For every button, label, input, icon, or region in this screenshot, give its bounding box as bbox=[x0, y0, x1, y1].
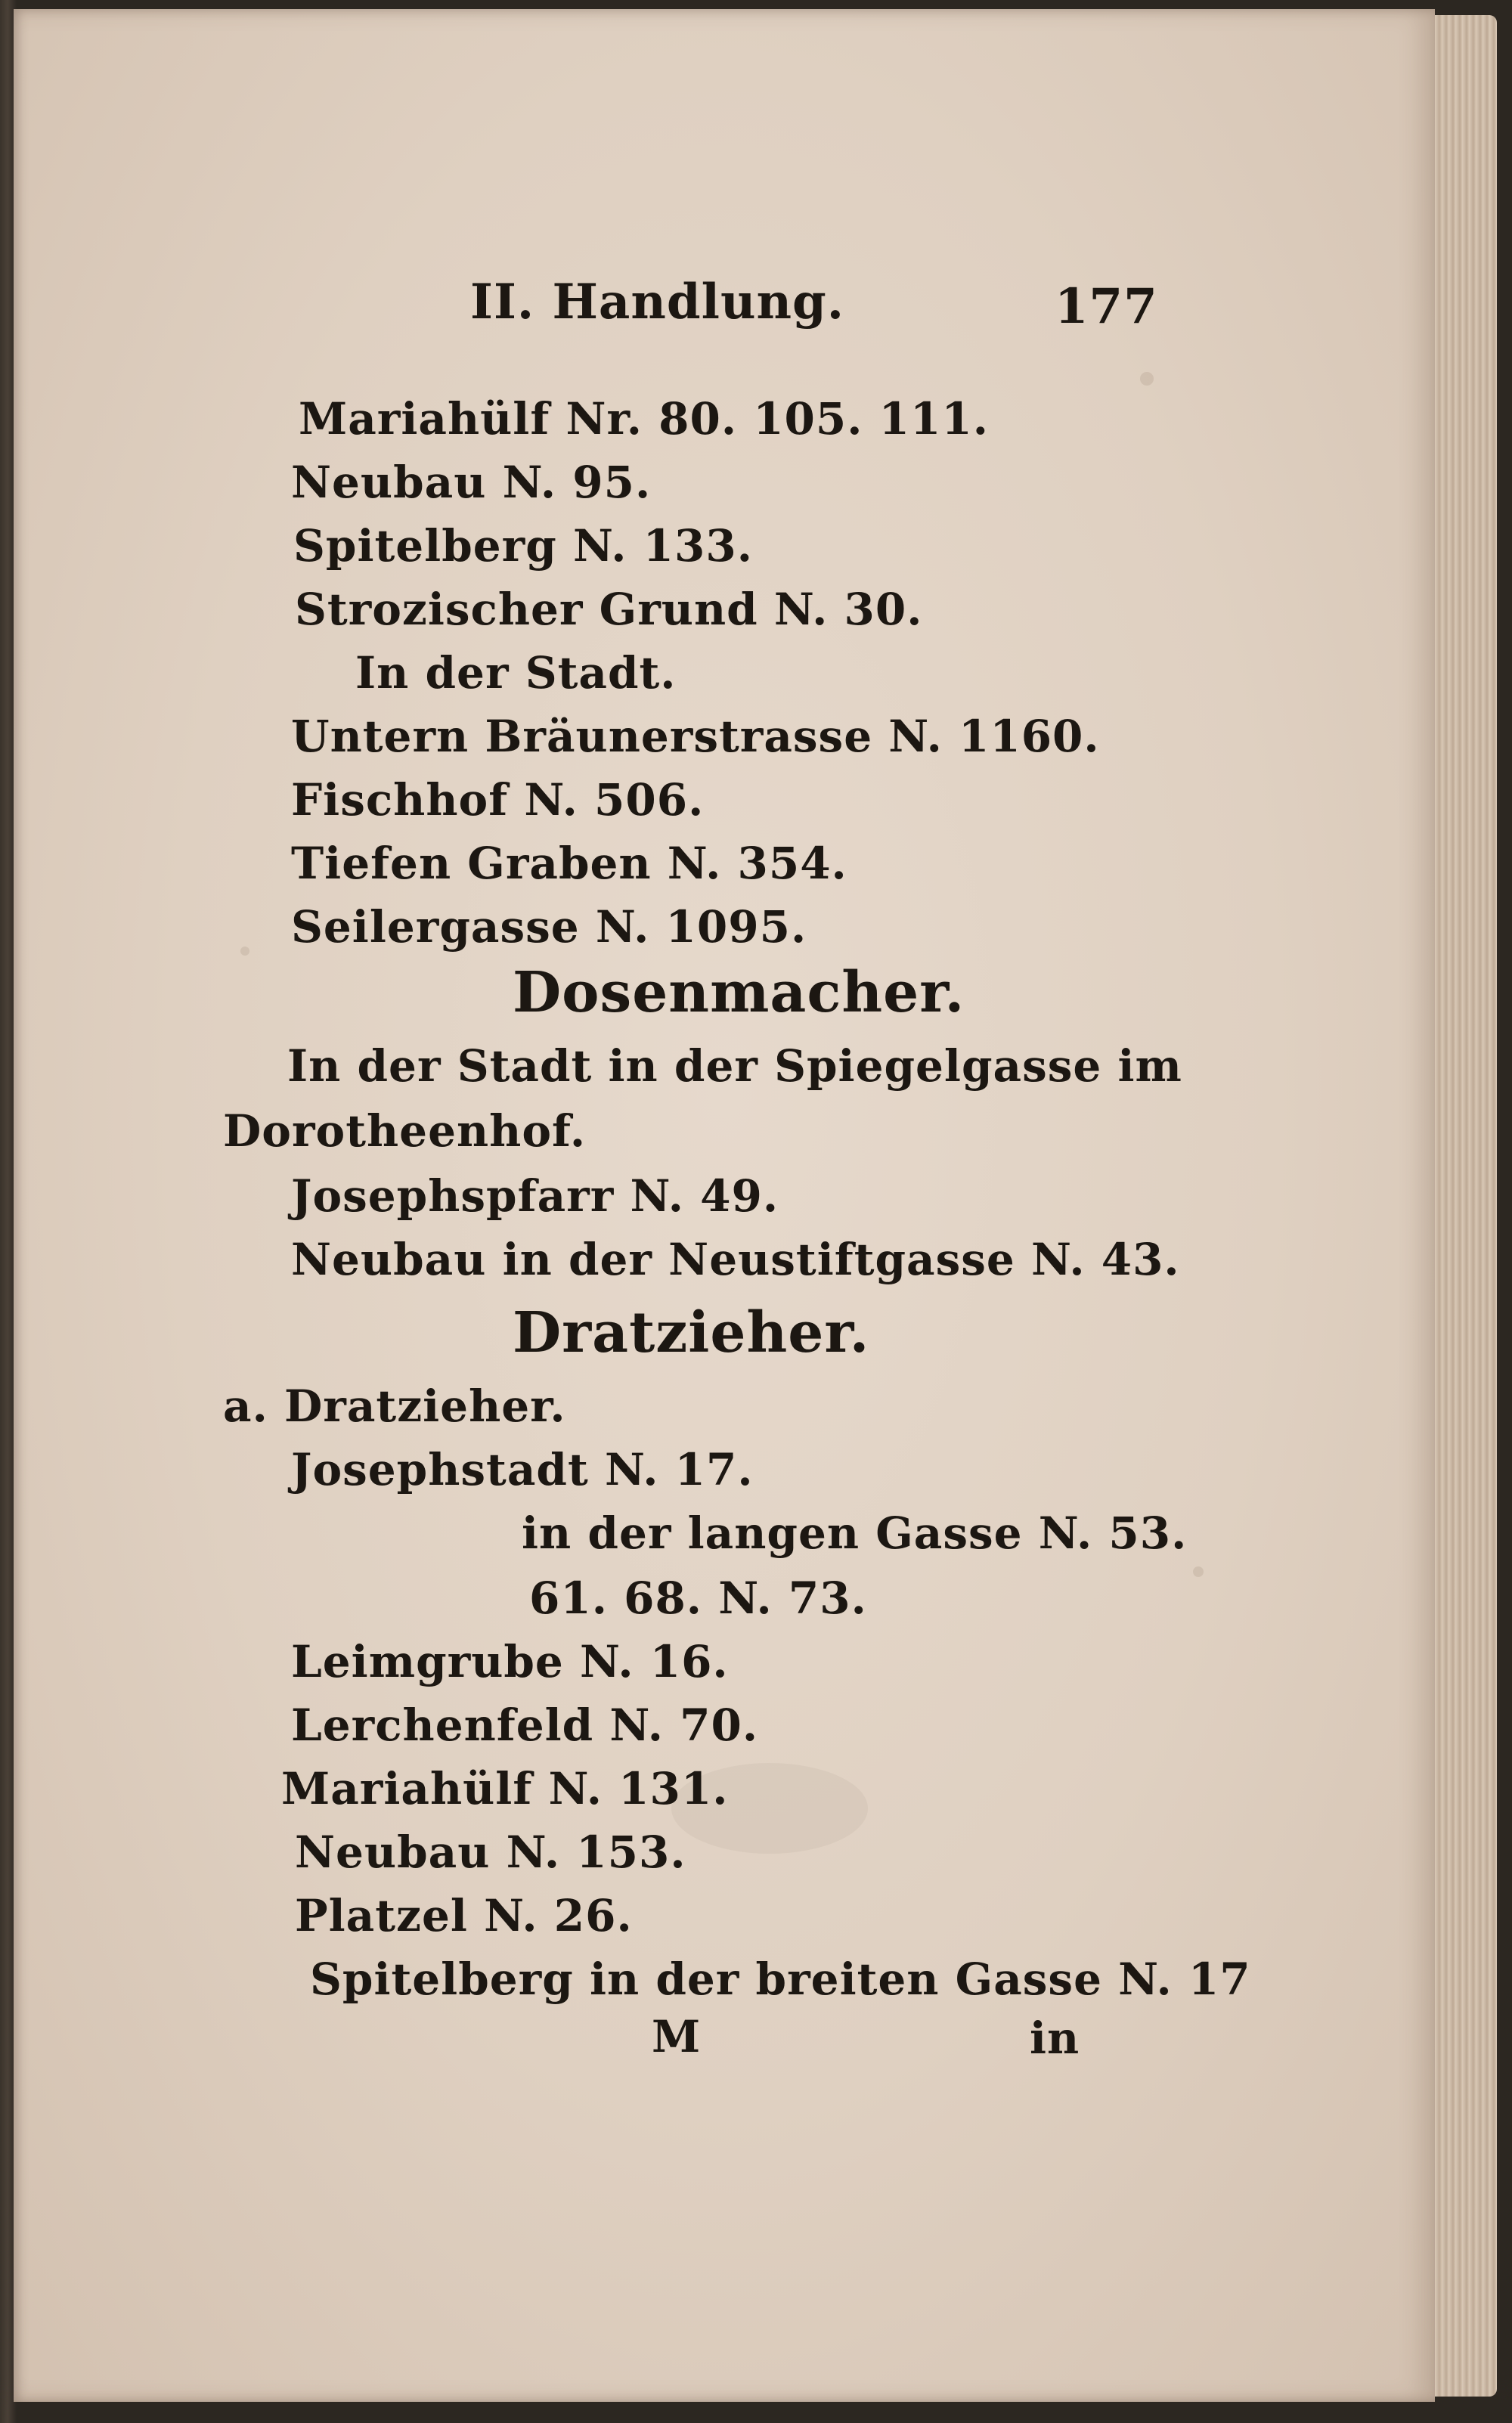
list-item: Mariahülf Nr. 80. 105. 111. bbox=[299, 393, 989, 445]
list-item: Fischhof N. 506. bbox=[291, 774, 705, 826]
section-title-dratzieher: Dratzieher. bbox=[513, 1300, 870, 1365]
list-item: In der Stadt in der Spiegelgasse im bbox=[287, 1040, 1182, 1092]
list-item: Leimgrube N. 16. bbox=[291, 1636, 729, 1687]
list-item: Josephstadt N. 17. bbox=[291, 1444, 754, 1495]
subheading-a-dratzieher: a. Dratzieher. bbox=[223, 1380, 566, 1432]
paper-spot bbox=[240, 947, 249, 956]
paper-spot bbox=[1193, 1566, 1204, 1577]
signature-mark: M bbox=[652, 2011, 702, 2062]
list-item: Neubau in der Neustiftgasse N. 43. bbox=[291, 1234, 1180, 1285]
list-item: Untern Bräunerstrasse N. 1160. bbox=[291, 711, 1100, 762]
list-item: 61. 68. N. 73. bbox=[529, 1572, 867, 1624]
list-item: Mariahülf N. 131. bbox=[281, 1763, 729, 1814]
list-item: Lerchenfeld N. 70. bbox=[291, 1700, 759, 1751]
list-item: Spitelberg in der breiten Gasse N. 17 bbox=[310, 1954, 1251, 2005]
page-number: 177 bbox=[1055, 278, 1158, 335]
list-item: Dorotheenhof. bbox=[223, 1105, 587, 1157]
list-item: Neubau N. 153. bbox=[295, 1827, 686, 1878]
running-header-chapter: II. Handlung. bbox=[470, 274, 845, 330]
subheading-in-der-stadt: In der Stadt. bbox=[355, 647, 677, 699]
list-item: Spitelberg N. 133. bbox=[293, 520, 753, 572]
list-item: Josephspfarr N. 49. bbox=[291, 1170, 779, 1222]
list-item: Seilergasse N. 1095. bbox=[291, 901, 807, 953]
paper-spot bbox=[1140, 372, 1154, 386]
list-item: Platzel N. 26. bbox=[295, 1890, 633, 1941]
catchword: in bbox=[1030, 2012, 1080, 2064]
list-item: in der langen Gasse N. 53. bbox=[522, 1507, 1188, 1559]
list-item: Strozischer Grund N. 30. bbox=[295, 584, 923, 635]
section-title-dosenmacher: Dosenmacher. bbox=[513, 960, 965, 1025]
list-item: Tiefen Graben N. 354. bbox=[291, 838, 847, 889]
list-item: Neubau N. 95. bbox=[291, 457, 652, 508]
